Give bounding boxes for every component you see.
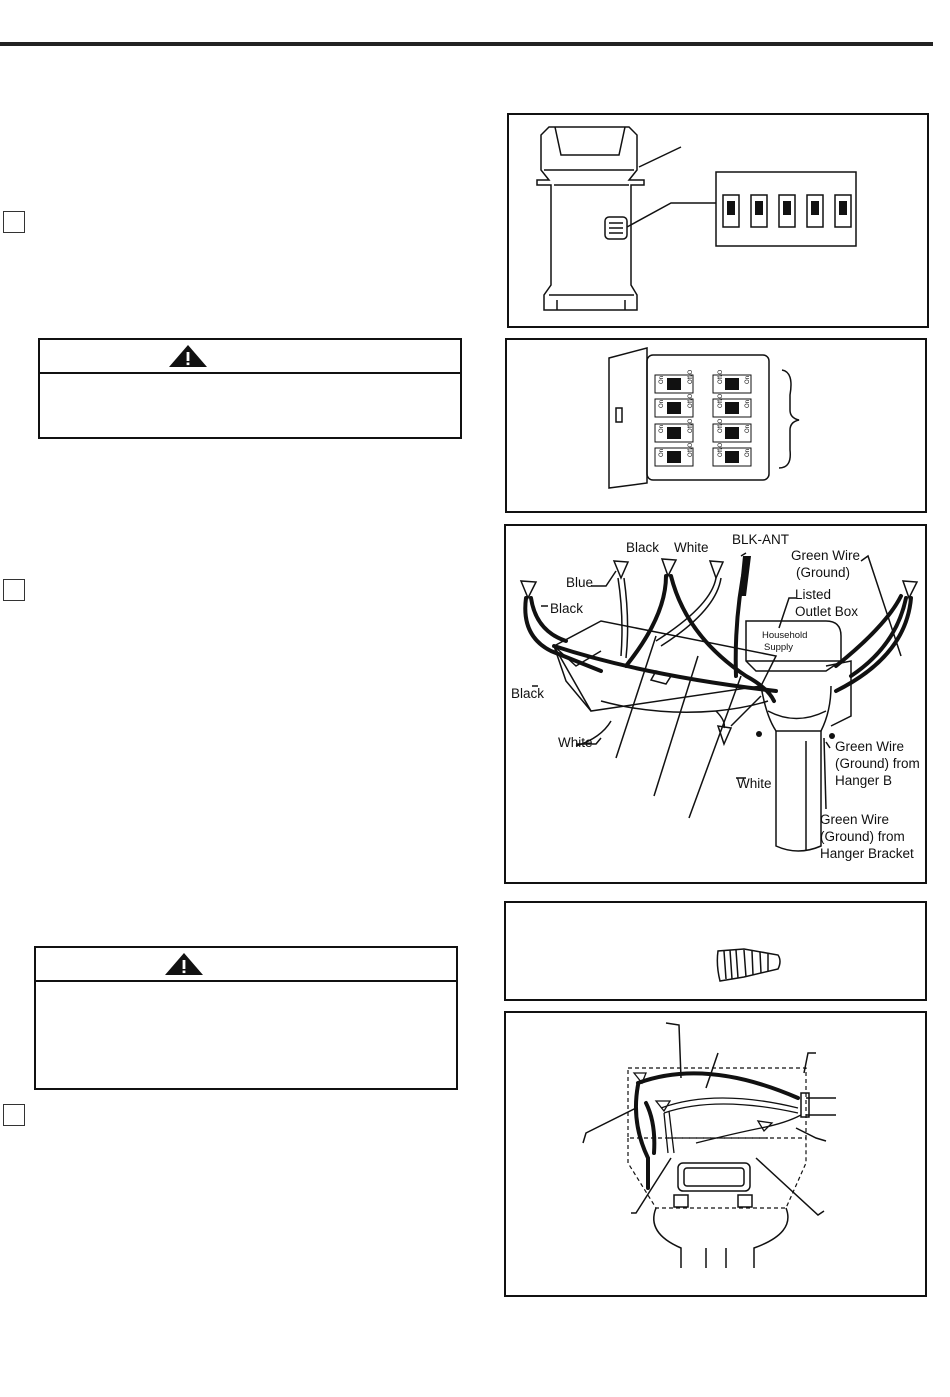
warning-box-2 — [34, 946, 458, 1090]
label-green-bracket-2: (Ground) from — [820, 829, 905, 844]
breaker-off-label: Off/O — [688, 418, 694, 433]
label-green-wire-b-3: Hanger B — [835, 773, 893, 788]
breaker-off-label: Off/O — [688, 393, 694, 408]
breaker-off-label: Off/O — [718, 418, 724, 433]
warning-box-1 — [38, 338, 462, 439]
label-outlet-box: Outlet Box — [795, 604, 859, 619]
breaker-on-label: On — [659, 399, 665, 408]
breaker-on-label: On — [745, 448, 751, 457]
warning-triangle-icon — [164, 952, 204, 976]
breaker-off-label: Off/O — [718, 393, 724, 408]
label-green-wire-b-1: Green Wire — [835, 739, 905, 754]
breaker-off-label: Off/O — [688, 369, 694, 384]
warning-triangle-icon — [168, 344, 208, 368]
figure-breaker-panel — [505, 338, 927, 513]
figure-wiring-diagram — [504, 524, 927, 884]
label-blk-ant: BLK-ANT — [732, 532, 790, 547]
breaker-off-label: Off/O — [688, 442, 694, 457]
label-green-bracket-3: Hanger Bracket — [820, 846, 914, 861]
figure-receiver-dip-switch — [507, 113, 929, 328]
figure-canopy-wiring — [504, 1011, 927, 1297]
breaker-off-label: Off/O — [718, 442, 724, 457]
label-white-top: White — [674, 540, 709, 555]
warning-header-1 — [40, 340, 460, 374]
label-green-wire-b-2: (Ground) from — [835, 756, 920, 771]
breaker-on-label: On — [745, 375, 751, 384]
breaker-on-label: On — [745, 424, 751, 433]
warning-header-2 — [36, 948, 456, 982]
label-listed: Listed — [795, 587, 832, 602]
breaker-switches — [655, 369, 751, 466]
breaker-on-label: On — [745, 399, 751, 408]
step-checkbox-2[interactable] — [3, 579, 25, 601]
figure-wire-nut — [504, 901, 927, 1001]
label-household: Household — [762, 630, 808, 641]
label-blue: Blue — [566, 575, 594, 590]
label-black-left: Black — [550, 601, 584, 616]
label-white-bottom: White — [737, 776, 772, 791]
label-ground: (Ground) — [796, 565, 851, 580]
label-green-bracket-1: Green Wire — [820, 812, 890, 827]
wire-nut-icon — [506, 903, 925, 999]
breaker-on-label: On — [659, 448, 665, 457]
breaker-on-label: On — [659, 424, 665, 433]
label-white-lower: White — [558, 735, 593, 750]
breaker-off-label: Off/O — [718, 369, 724, 384]
label-green-wire: Green Wire — [791, 548, 861, 563]
header-rule — [0, 42, 933, 46]
step-checkbox-3[interactable] — [3, 1104, 25, 1126]
label-black-lower: Black — [511, 686, 545, 701]
label-supply: Supply — [764, 642, 794, 653]
label-black-top: Black — [626, 540, 660, 555]
breaker-on-label: On — [659, 375, 665, 384]
step-checkbox-1[interactable] — [3, 211, 25, 233]
